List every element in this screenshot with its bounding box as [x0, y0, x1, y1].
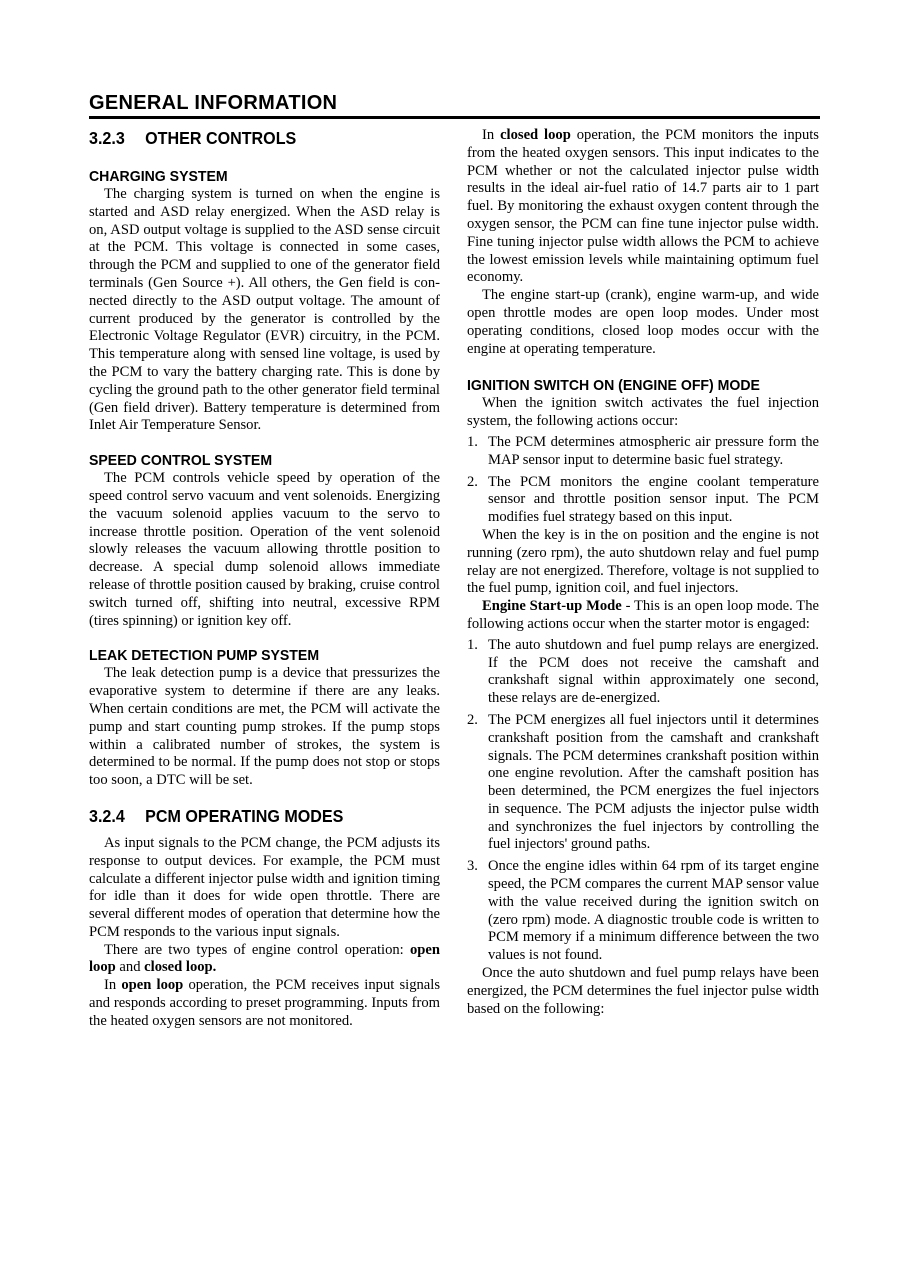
- charging-system-text: The charging system is turned on when the engine is started and ASD relay energized. When the ASD relay is on, ASD output voltage is supplied to the ASD sense circuit at the PCM. This voltage is connected in some cases, through the PCM and supplied to one of the generator field terminals (Gen Source +). All others, the Gen field is connected directly to the ASD output voltage. The amount of current produced by the generator is controlled by the Electronic Voltage Regulator (EVR) circuitry, in the PCM. This temperature along with sensed line voltage, is used by the PCM to vary the battery charging rate. This is done by cycling the ground path to the other generator field terminal (Gen field driver). Battery temperature is determined from Inlet Air Temperature Sensor.: [89, 186, 440, 434]
- item-text: The PCM energizes all fuel injectors until it determines crankshaft position from the camshaft and crankshaft signals. The PCM determines crankshaft position within one engine revolution. After the camshaft position has been determined, the PCM energizes the fuel injectors in sequence. The PCM adjusts the injector pulse width and synchronizes the fuel injectors by controlling the fuel injectors' ground paths.: [488, 711, 819, 853]
- section-3-2-4-heading: [89, 805, 412, 827]
- right-column: [467, 127, 819, 1018]
- open-loop-text: operation, the PCM receives input signals and responds according to preset programming. Inputs from the heated oxygen sensors are not monitored.: [89, 977, 441, 1029]
- control-types-text: There are two types of engine control operation:: [104, 941, 404, 958]
- control-types-paragraph: [89, 942, 440, 978]
- engine-startup-mode-term: Engine Start-up Mode: [482, 598, 622, 615]
- list-item: [467, 637, 819, 708]
- engine-startup-paragraph: [467, 598, 819, 634]
- list-item: [467, 712, 819, 854]
- in-word: In: [104, 977, 117, 994]
- and-word: and: [119, 959, 141, 976]
- ignition-intro: When the ignition switch activates the fuel injection system, the following actions occur:: [467, 395, 819, 430]
- item-number: 2.: [467, 473, 478, 490]
- section-number: 3.2.3: [89, 128, 125, 148]
- open-loop-bold: open loop: [121, 977, 184, 994]
- section-3-2-3-heading: [89, 127, 412, 149]
- closing-paragraph: Once the auto shutdown and fuel pump relays have been energized, the PCM determines the fuel injector pulse width based on the following:: [467, 965, 819, 1017]
- page-header: [89, 91, 820, 119]
- item-number: 1.: [467, 636, 478, 653]
- closed-loop-paragraph: [467, 127, 819, 287]
- in-word: In: [482, 127, 495, 143]
- item-text: Once the engine idles within 64 rpm of its target engine speed, the PCM compares the current MAP sensor value with the value received during the ignition switch on (zero rpm) mode. A diagnostic trouble code is written to PCM memory if a minimum difference between the two values is not found.: [488, 858, 819, 964]
- page-title: GENERAL INFORMATION: [89, 92, 338, 114]
- open-loop-paragraph: [89, 977, 440, 1030]
- closed-loop-bold: closed loop: [500, 127, 571, 143]
- section-title: OTHER CONTROLS: [145, 128, 297, 148]
- item-number: 1.: [467, 433, 478, 450]
- ignition-switch-heading: IGNITION SWITCH ON (ENGINE OFF) MODE: [467, 377, 760, 395]
- closed-loop-text: operation, the PCM monitors the inputs from the heated oxygen sensors. This input indicates to the PCM whether or not the calculated injector pulse width results in the ideal air-fuel ratio of 14.7 parts air to 1 part fuel. By monitoring the exhaust oxygen content through the oxygen sensor, the PCM can fine tune injector pulse width. Fine tuning injector pulse width allows the PCM to achieve the lowest emission levels while maintaining optimum fuel economy.: [467, 127, 819, 286]
- list-item: [467, 474, 819, 527]
- engine-startup-text: - This is an open loop mode. The following actions occur when the starter motor is engaged:: [467, 598, 819, 632]
- open-loop-term: open loop: [89, 941, 440, 976]
- list-item: [467, 434, 819, 470]
- leak-detection-text: The leak detection pump is a device that pressurizes the evaporative system to determine if there are any leaks. When certain conditions are met, the PCM will activate the pump and start counting pump strokes. If the pump stops within a calibrated number of strokes, the system is determined to be normal. If the pump does not stop or stops too soon, a DTC will be set.: [89, 665, 440, 789]
- item-text: The PCM monitors the engine coolant temperature sensor and throttle position sensor input. The PCM modifies fuel strategy based on this input.: [488, 473, 819, 526]
- modes-paragraph: As input signals to the PCM change, the PCM adjusts its response to output devices. For example, the PCM must calculate a different injector pulse width and ignition timing for idle than it does for wide open throttle. There are several different modes of operation that determine how the PCM responds to the various input signals.: [89, 834, 440, 940]
- item-number: 3.: [467, 858, 478, 875]
- item-text: The auto shutdown and fuel pump relays are energized. If the PCM does not receive the camshaft and crankshaft signal within approximately one second, these relays are de-energized.: [488, 636, 819, 707]
- item-number: 2.: [467, 711, 478, 728]
- leak-detection-heading: LEAK DETECTION PUMP SYSTEM: [89, 647, 320, 665]
- key-on-paragraph: When the key is in the on position and the engine is not running (zero rpm), the auto shutdown relay and fuel pump relay are not energized. Therefore, voltage is not supplied to the fuel pump, ignition coil, and fuel injectors.: [467, 526, 819, 597]
- left-column: [89, 127, 440, 1031]
- ignition-steps: [467, 434, 819, 527]
- startup-steps: [467, 637, 819, 965]
- charging-system-heading: CHARGING SYSTEM: [89, 168, 228, 185]
- section-title: PCM OPERATING MODES: [145, 805, 344, 826]
- speed-control-text: The PCM controls vehicle speed by operation of the speed control servo vacuum and vent solenoids. Energizing the vacuum solenoid applies vacuum to the servo to increase throttle position. Operation of the vent solenoid slowly releases the vacuum allowing throttle position to decrease. A special dump solenoid allows immediate release of throttle position caused by braking, cruise control switch turned off, shifting into neutral, excessive RPM (tires spinning) or ignition key off.: [89, 470, 440, 629]
- closed-loop-term: closed loop.: [144, 959, 217, 976]
- section-number: 3.2.4: [89, 805, 125, 826]
- startup-paragraph: The engine start-up (crank), engine warm-up, and wide open throttle modes are open loop modes. Under most operating conditions, closed loop modes occur with the engine at operating temperature.: [467, 287, 819, 357]
- list-item: [467, 858, 819, 965]
- speed-control-heading: SPEED CONTROL SYSTEM: [89, 452, 273, 470]
- item-text: The PCM determines atmospheric air pressure form the MAP sensor input to determine basic fuel strategy.: [488, 433, 819, 468]
